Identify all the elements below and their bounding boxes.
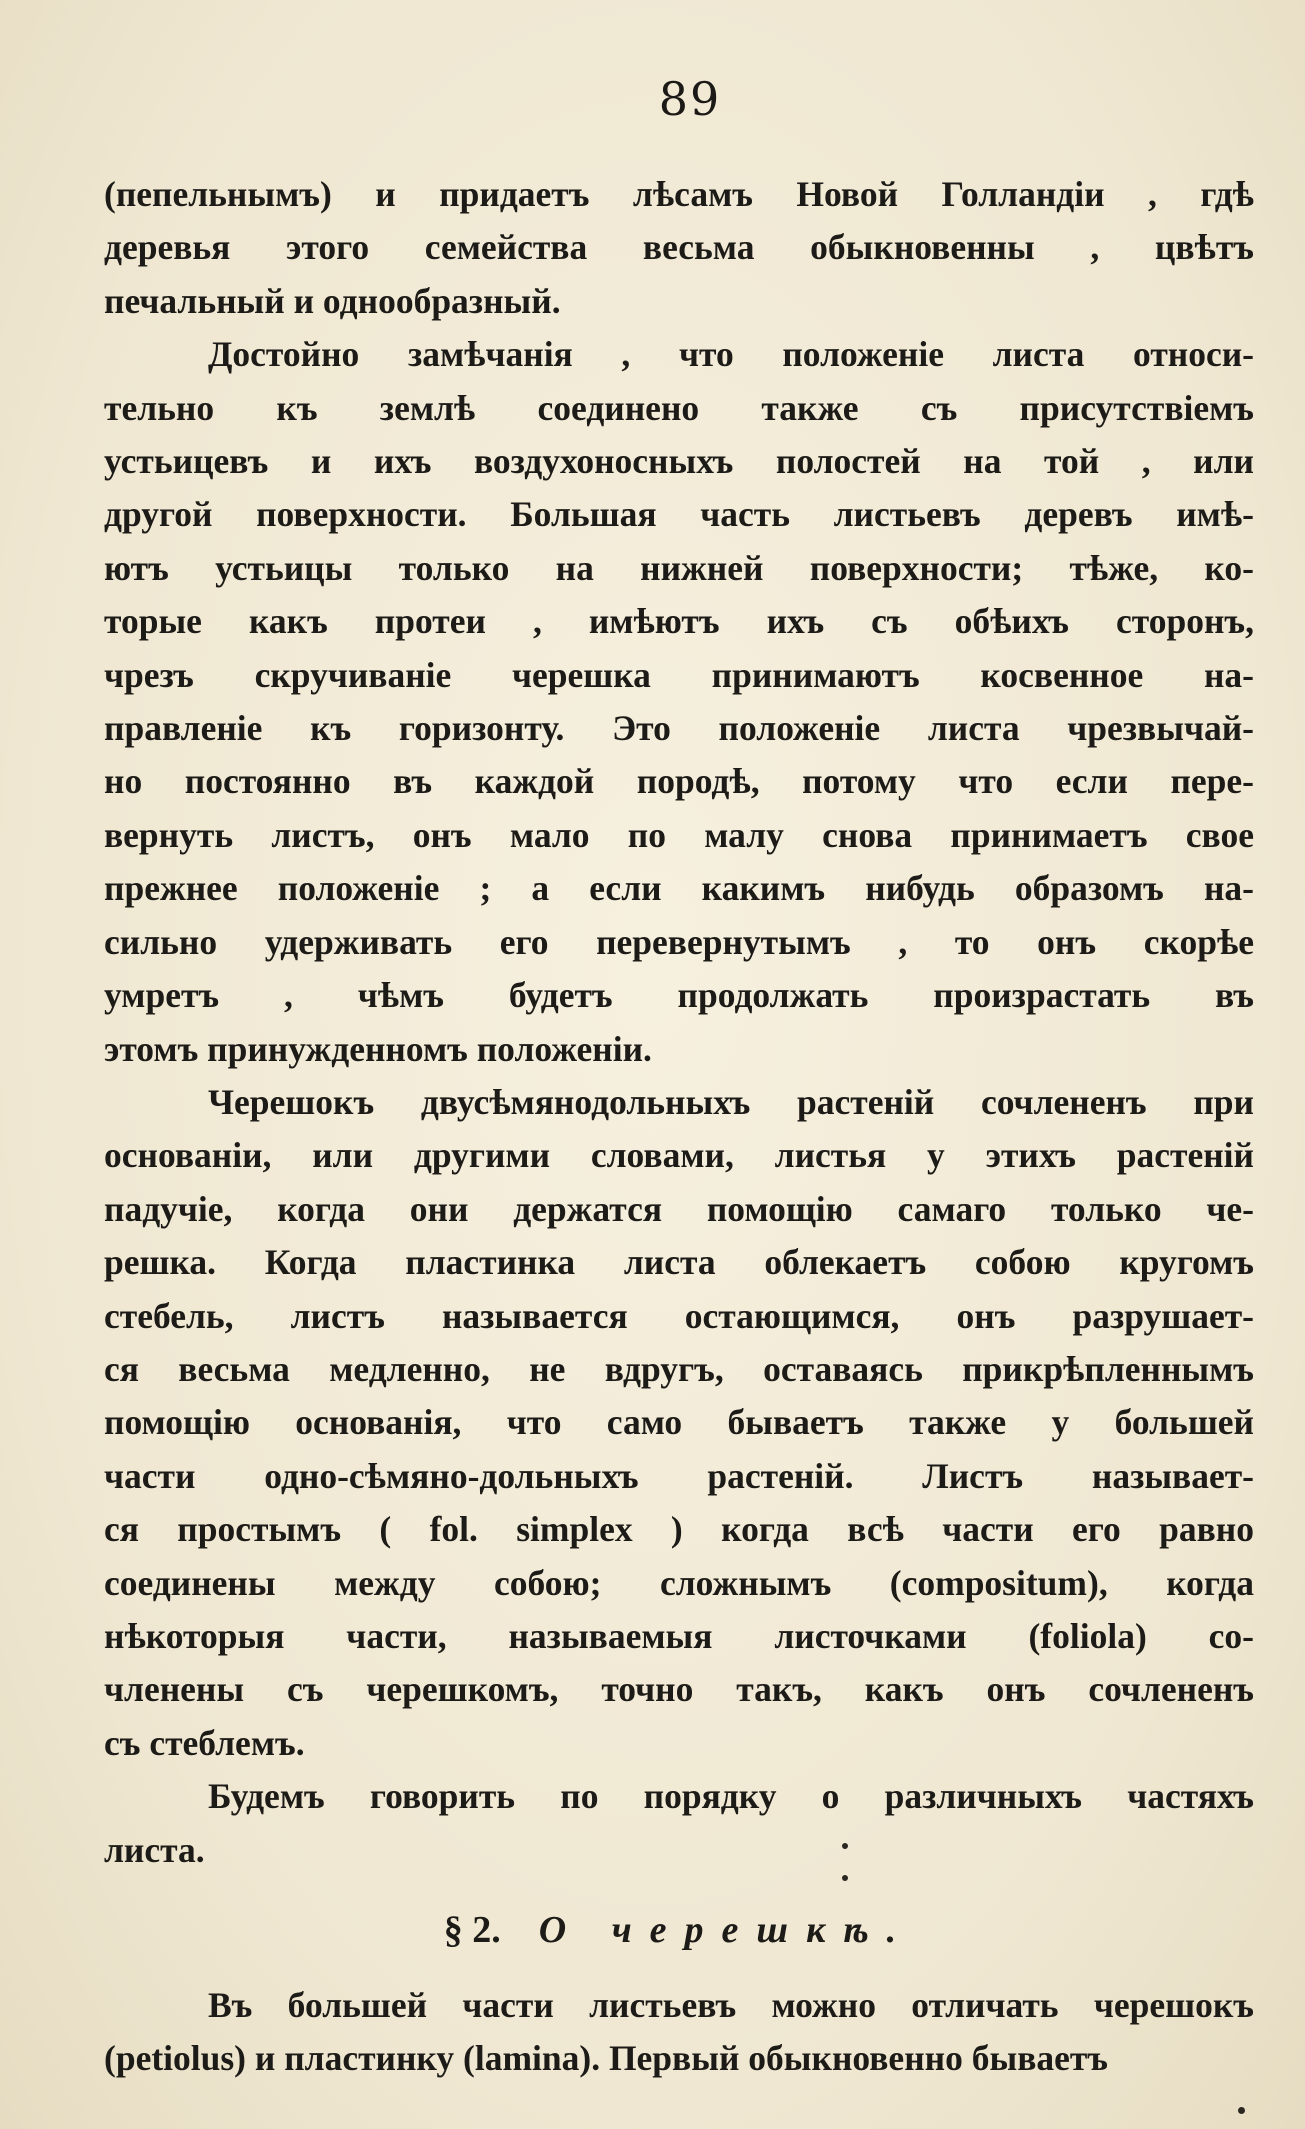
section-number: § 2.: [443, 1909, 501, 1951]
text-line: ся простымъ ( fol. simplex ) когда всѣ части его равно: [104, 1509, 1254, 1550]
text-line: ся весьма медленно, не вдругъ, оставаясь прикрѣпленнымъ: [104, 1348, 1254, 1389]
text-line: торые какъ протеи , имѣютъ ихъ съ обѣихъ сторонъ,: [104, 601, 1254, 642]
paragraph: [104, 1076, 1254, 1770]
text-line: основаніи, или другими словами, листья у этихъ растеній: [104, 1135, 1254, 1176]
text-line: решка. Когда пластинка листа облекаетъ собою кругомъ: [104, 1242, 1254, 1283]
page-number: 89: [658, 72, 722, 126]
text-line: членены съ черешкомъ, точно такъ, какъ онъ сочлененъ: [104, 1669, 1254, 1710]
text-line: съ стеблемъ.: [104, 1722, 305, 1763]
text-line: вернуть листъ, онъ мало по малу снова принимаетъ свое: [104, 814, 1254, 855]
text-line: устьицевъ и ихъ воздухоносныхъ полостей на той , или: [104, 441, 1254, 482]
text-line: тельно къ землѣ соединено также съ присутствіемъ: [104, 387, 1254, 428]
text-line: нѣкоторыя части, называемыя листочками (foliola) со-: [104, 1615, 1254, 1656]
text-line: Достойно замѣчанія , что положеніе листа относи-: [208, 334, 1254, 375]
text-line: помощію основанія, что само бываетъ также у большей: [104, 1402, 1254, 1443]
text-line: листа.: [104, 1829, 205, 1870]
text-line: этомъ принужденномъ положеніи.: [104, 1028, 652, 1069]
paragraph: [104, 168, 1254, 328]
text-line: части одно-сѣмяно-дольныхъ растеній. Листъ называет-: [104, 1455, 1254, 1496]
text-line: (petiolus) и пластинку (lamina). Первый обыкновенно бываетъ: [104, 2038, 1109, 2079]
text-line: Черешокъ двусѣмянодольныхъ растеній сочлененъ при: [208, 1081, 1254, 1122]
text-line: правленіе къ горизонту. Это положеніе листа чрезвычай-: [104, 708, 1254, 749]
text-line: соединены между собою; сложнымъ (compositum), когда: [104, 1562, 1254, 1603]
final-paragraph-container: [104, 1979, 1254, 2086]
text-line: падучіе, когда они держатся помощію самаго только че-: [104, 1188, 1254, 1229]
text-line: умретъ , чѣмъ будетъ продолжать произрастать въ: [104, 975, 1254, 1016]
ink-spot: [842, 1843, 848, 1849]
text-line: (пепельнымъ) и придаетъ лѣсамъ Новой Голландіи , гдѣ: [104, 174, 1254, 214]
ink-spot: [842, 1875, 848, 1881]
text-line: деревья этого семейства весьма обыкновенны , цвѣтъ: [104, 227, 1254, 268]
paragraph: [104, 1979, 1254, 2086]
section-heading: [104, 1895, 1254, 1965]
text-line: Въ большей части листьевъ можно отличать черешокъ: [208, 1985, 1254, 2025]
text-line: стебель, листъ называется остающимся, онъ разрушает-: [104, 1295, 1254, 1336]
text-line: сильно удерживать его перевернутымъ , то онъ скорѣе: [104, 921, 1254, 962]
text-line: другой поверхности. Большая часть листьевъ деревъ имѣ-: [104, 494, 1254, 535]
body-text: [104, 168, 1254, 2086]
text-line: печальный и однообразный.: [104, 280, 561, 321]
paragraph: [104, 1770, 1254, 1877]
text-line: чрезъ скручиваніе черешка принимаютъ косвенное на-: [104, 654, 1254, 695]
text-line: Будемъ говорить по порядку о различныхъ частяхъ: [208, 1776, 1254, 1817]
paragraph: [104, 328, 1254, 1076]
section-title: О черешкѣ.: [538, 1909, 915, 1951]
paragraphs-container: [104, 168, 1254, 1877]
ink-spot: [1238, 2107, 1245, 2114]
text-line: но постоянно въ каждой породѣ, потому что если пере-: [104, 761, 1254, 802]
text-line: прежнее положеніе ; а если какимъ нибудь образомъ на-: [104, 868, 1254, 909]
text-line: ютъ устьицы только на нижней поверхности; тѣже, ко-: [104, 547, 1254, 588]
